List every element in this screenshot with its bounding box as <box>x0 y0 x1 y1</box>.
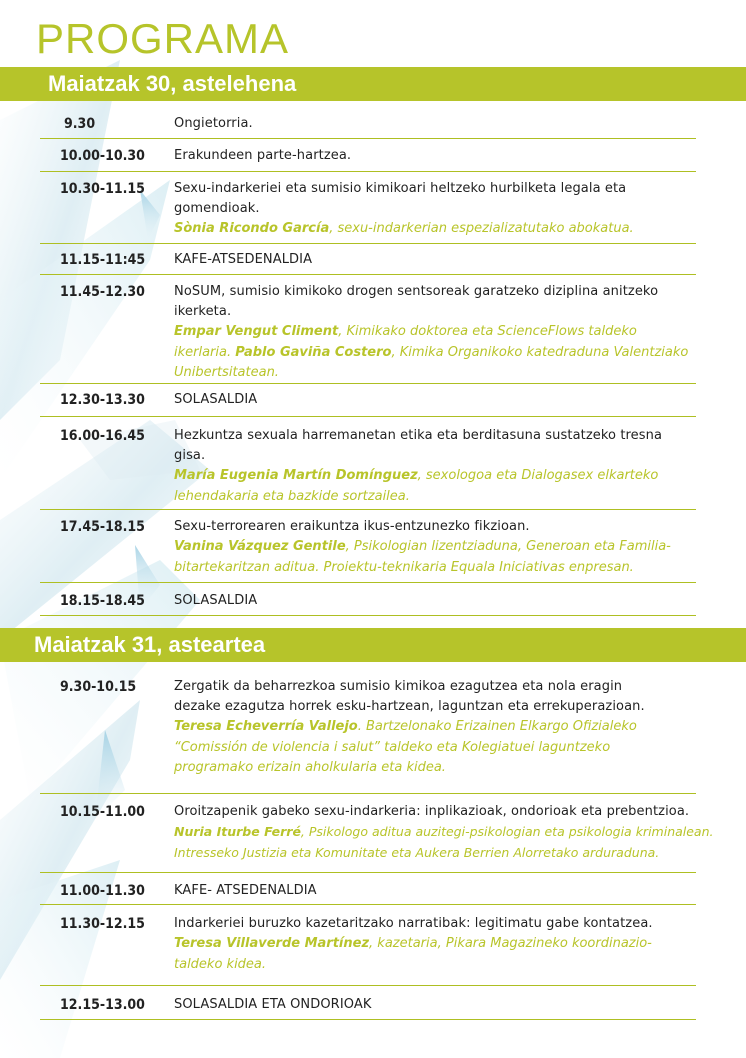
row-divider <box>40 509 696 510</box>
speaker-role: , Kimika Organikoko katedraduna Valentziako <box>391 344 689 360</box>
speaker-line <box>174 843 744 864</box>
row-divider <box>40 1019 696 1020</box>
session-title: KAFE-ATSEDENALDIA <box>174 252 313 267</box>
session-description <box>174 995 714 1015</box>
session-title: Erakundeen parte-hartzea. <box>174 148 352 163</box>
speaker-line <box>174 322 714 343</box>
speaker-line <box>174 955 734 976</box>
speaker-role: . Bartzelonako Erizainen Elkargo Ofizialeko <box>357 719 637 734</box>
session-time: 17.45-18.15 <box>60 519 145 535</box>
session-description <box>174 146 714 166</box>
speaker-role: taldeko kidea. <box>174 956 267 972</box>
session-time: 11.00-11.30 <box>60 883 145 899</box>
session-time: 10.15-11.00 <box>60 804 145 820</box>
speaker-role: , Psikologo aditua auzitegi-psikologian eta psikologia kriminalean. <box>300 824 714 839</box>
row-divider <box>40 985 696 986</box>
day-label-2: Maiatzak 31, asteartea <box>34 632 266 657</box>
session-time: 12.30-13.30 <box>60 392 145 408</box>
session-time: 11.45-12.30 <box>60 284 145 300</box>
speaker-line <box>174 717 734 738</box>
session-time: 10.30-11.15 <box>60 181 145 197</box>
session-description <box>174 426 714 507</box>
row-divider <box>40 274 696 275</box>
speaker-name: Vanina Vázquez Gentile <box>174 539 346 554</box>
row-divider <box>40 582 696 583</box>
session-title: Indarkeriei buruzko kazetaritzako narratibak: legitimatu gabe kontatzea. <box>174 916 653 931</box>
speaker-name: María Eugenia Martín Domínguez <box>174 468 418 483</box>
session-title: dezake ezagutza horrek esku-hartzean, laguntzan eta errekuperazioan. <box>174 699 645 714</box>
speaker-role: , Psikologian lizentziaduna, Generoan eta Familia- <box>345 539 671 554</box>
session-title: gisa. <box>174 448 206 463</box>
session-title: SOLASALDIA ETA ONDORIOAK <box>174 997 372 1012</box>
speaker-role: lehendakaria eta bazkide sortzailea. <box>174 488 410 504</box>
day-header-2 <box>0 628 746 662</box>
speaker-name: Teresa Echeverría Vallejo <box>174 719 358 734</box>
session-description <box>174 802 744 863</box>
session-time: 9.30 <box>64 116 96 132</box>
speaker-role: , sexu-indarkerian espezializatutako abokatua. <box>329 221 634 236</box>
speaker-role: Intresseko Justizia eta Komunitate eta Aukera Berrien Alorretako arduraduna. <box>174 844 660 860</box>
speaker-name: Sònia Ricondo García <box>174 221 330 236</box>
speaker-name: Empar Vengut Climent <box>174 324 339 339</box>
speaker-name: Nuria Iturbe Ferré <box>174 824 301 839</box>
speaker-line <box>174 738 734 759</box>
session-title: KAFE- ATSEDENALDIA <box>174 883 317 898</box>
session-title: gomendioak. <box>174 201 260 216</box>
speaker-line <box>174 487 714 508</box>
speaker-line <box>174 822 744 843</box>
session-description <box>174 677 734 779</box>
day-header-1 <box>0 67 746 101</box>
speaker-role: bitartekaritzan aditua. Proiektu-teknikaria Equala Iniciativas enpresan. <box>174 559 634 575</box>
session-description <box>174 881 714 901</box>
session-description <box>174 282 714 384</box>
speaker-line <box>174 466 714 487</box>
session-title: Ongietorria. <box>174 116 253 131</box>
page-title: PROGRAMA <box>36 15 290 62</box>
session-title: Sexu-indarkeriei eta sumisio kimikoari heltzeko hurbilketa legala eta <box>174 181 627 196</box>
session-title: SOLASALDIA <box>174 392 258 407</box>
session-time: 9.30-10.15 <box>60 679 137 695</box>
speaker-role: , Kimikako doktorea eta ScienceFlows taldeko <box>338 324 637 339</box>
row-divider <box>40 243 696 244</box>
row-divider <box>40 138 696 139</box>
session-time: 12.15-13.00 <box>60 997 145 1013</box>
session-title: ikerketa. <box>174 304 232 319</box>
row-divider <box>40 416 696 417</box>
day-label-1: Maiatzak 30, astelehena <box>48 71 297 96</box>
session-title: Zergatik da beharrezkoa sumisio kimikoa ezagutzea eta nola eragin <box>174 679 623 694</box>
session-title: Sexu-terrorearen eraikuntza ikus-entzunezko fikzioan. <box>174 519 530 534</box>
session-description <box>174 390 714 410</box>
session-description <box>174 591 714 611</box>
speaker-line <box>174 558 714 579</box>
row-divider <box>40 872 696 873</box>
session-time: 11.30-12.15 <box>60 916 145 932</box>
session-description <box>174 250 714 270</box>
session-title: Hezkuntza sexuala harremanetan etika eta berditasuna sustatzeko tresna <box>174 428 663 443</box>
speaker-role: “Comissión de violencia i salut” taldeko eta Kolegiatuei laguntzeko <box>174 739 611 755</box>
session-time: 16.00-16.45 <box>60 428 145 444</box>
speaker-name: Pablo Gaviña Costero <box>235 344 392 360</box>
session-title: Oroitzapenik gabeko sexu-indarkeria: inplikazioak, ondorioak eta prebentzioa. <box>174 804 690 819</box>
session-description <box>174 517 714 578</box>
row-divider <box>40 171 696 172</box>
speaker-line <box>174 934 734 955</box>
speaker-role: , sexologoa eta Dialogasex elkarteko <box>417 468 659 483</box>
speaker-role: , kazetaria, Pikara Magazineko koordinazio- <box>369 936 652 951</box>
session-title: SOLASALDIA <box>174 593 258 608</box>
session-time: 11.15-11:45 <box>60 252 146 268</box>
speaker-line <box>174 219 714 240</box>
speaker-line <box>174 343 714 364</box>
row-divider <box>40 793 696 794</box>
speaker-role: Unibertsitatean. <box>174 365 279 380</box>
session-time: 18.15-18.45 <box>60 593 145 609</box>
speaker-line <box>174 537 714 558</box>
row-divider <box>40 904 696 905</box>
session-description <box>174 179 714 240</box>
session-description <box>174 914 734 975</box>
speaker-role: programako erizain aholkularia eta kidea. <box>174 760 446 775</box>
speaker-line <box>174 758 734 779</box>
row-divider <box>40 615 696 616</box>
session-title: NoSUM, sumisio kimikoko drogen sentsoreak garatzeko diziplina anitzeko <box>174 284 659 299</box>
session-time: 10.00-10.30 <box>60 148 145 164</box>
session-description <box>174 114 714 134</box>
speaker-name: Teresa Villaverde Martínez <box>174 936 370 951</box>
row-divider <box>40 383 696 384</box>
speaker-line <box>174 363 714 384</box>
speaker-role: ikerlaria. <box>174 344 236 360</box>
